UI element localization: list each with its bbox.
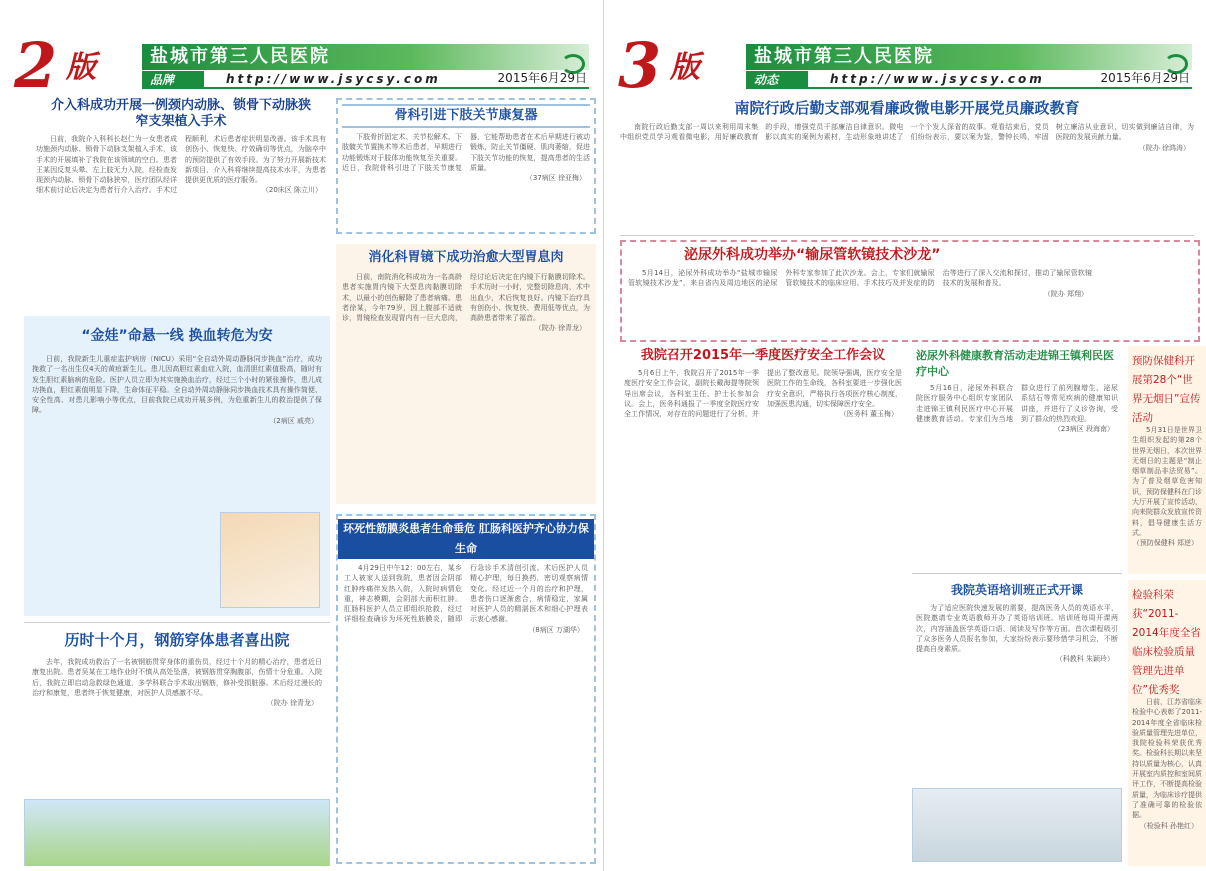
column-name: 品牌: [142, 71, 204, 89]
article-byline: （预防保健科 郑逆）: [1132, 539, 1198, 548]
article-anticorruption-film: [620, 96, 1194, 236]
article-body: 5月16日，泌尿外科联合院医疗服务中心组织专家团队走进锦王镇利民医疗中心开展健康教育活动。专家们为当地群众进行了前列腺增生、泌尿系结石等常见疾病的健康知识讲座，并进行了义诊咨询，受到了群众的热烈欢迎。: [916, 384, 1118, 423]
article-body: 日前，南院消化科成功为一名高龄患者实施胃内镜下大型息肉黏膜切除术，以最小的创伤解除了患者病痛。患者徐某，今年79岁，因上腹部不适就诊，胃镜检查发现胃内有一巨大息肉，经讨论后决定在内镜下行黏膜切除术。手术历时一小时，完整切除息肉，术中出血少，术后恢复良好。内镜下治疗具有创伤小、恢复快、费用低等优点，为高龄患者带来了福音。: [342, 273, 590, 323]
baby-photo: [220, 512, 320, 608]
landscape-illustration: [24, 799, 330, 866]
masthead-bar: [142, 44, 589, 70]
article-body: 日前，我院新生儿重症监护病房（NICU）采用“全自动外周动静脉同步换血”治疗，成功挽救了一名出生仅4天的黄疸新生儿。患儿因高胆红素血症入院，血清胆红素值极高，随时有发生胆红素脑病的危险。医护人员立即为其实施换血治疗，经过三个小时的紧张操作，患儿成功换血，胆红素值明显下降，生命体征平稳。全自动外周动静脉同步换血技术具有操作简便、安全性高、对患儿影响小等优点，目前我院已成功开展多例，为危重新生儿的救治提供了保障。: [32, 355, 322, 415]
hospital-name: 盐城市第三人民医院: [754, 46, 934, 67]
article-steel-bar-patient: [24, 622, 330, 866]
hospital-name: 盐城市第三人民医院: [150, 46, 330, 67]
version-label: 版: [66, 50, 96, 85]
article-body: 日前，我院介入科科长赵仁为一女患者成功施颈内动脉、锁骨下动脉支架植入手术，该手术的开展填补了我院在该领域的空白。患者王某因反复头晕、左上肢无力入院，经检查发现颈内动脉、锁骨下动脉狭窄，医疗团队经详细术前讨论后决定为患者行介入治疗。手术过程顺利，术后患者症状明显改善。该手术具有创伤小、恢复快、疗效确切等优点，为脑卒中的预防提供了有效手段。为了努力开展新技术新项目，介入科将继续提高技术水平，为患者提供更优质的医疗服务。: [36, 135, 326, 195]
page-3: [603, 0, 1206, 871]
website-url: http://www.jsycsy.com: [226, 72, 441, 86]
article-title: 我院召开2015年一季度医疗安全工作会议: [640, 348, 886, 363]
article-title: “金娃”命悬一线 换血转危为安: [81, 328, 273, 344]
article-title: 历时十个月，钢筋穿体患者喜出院: [64, 631, 290, 649]
article-body: 5月14日，泌尿外科成功举办“盐城市输尿管软镜技术沙龙”，来自省内及周边地区的泌尿外科专家参加了此次沙龙。会上，专家们就输尿管软镜技术的临床应用、手术技巧及并发症的防治等进行了深入交流和探讨，推动了输尿管软镜技术的发展和普及。: [628, 269, 1092, 288]
article-title: 南院行政后勤支部观看廉政微电影开展党员廉政教育: [734, 99, 1080, 117]
article-orthopedic-device: [336, 98, 596, 234]
article-safety-meeting: [620, 346, 906, 866]
website-url: http://www.jsycsy.com: [830, 72, 1045, 86]
article-body: 为了适应医院快速发展的需要，提高医务人员的英语水平，医院邀请专业英语教师开办了英语培训班。培训班每周开课两次，内容涵盖医学英语口语、阅读及写作等方面。首次课程吸引了众多医务人员报名参加，大家纷纷表示要珍惜学习机会，不断提高自身素质。: [916, 604, 1118, 654]
article-byline: （23病区 段海南）: [1053, 425, 1114, 434]
column-name: 动态: [746, 71, 808, 89]
article-byline: （2病区 戚亮）: [269, 416, 318, 425]
article-title: 泌尿外科成功举办“输尿管软镜技术沙龙”: [684, 247, 941, 263]
article-body: 南院行政后勤支部一周以来利用周末集中组织党员学习观看微电影，用好廉政教育的手段，增强党员干部廉洁自律意识。微电影以真实的案例为素材，生动形象地讲述了一个个发人深省的故事。观看结束后，党员们纷纷表示，要以案为鉴，警钟长鸣，牢固树立廉洁从业意识，切实做到廉洁自律，为医院的发展贡献力量。: [620, 123, 1194, 142]
article-byline: （院办 郑翔）: [1043, 289, 1088, 298]
masthead-bar: [746, 44, 1192, 70]
article-title: 环死性筋膜炎患者生命垂危 肛肠科医护齐心协力保生命: [338, 519, 594, 559]
article-title: 预防保健科开展第28个“世界无烟日”宣传活动: [1132, 355, 1201, 424]
article-body: 4月29日中午12：00左右，某乡工人被家人送到我院，患者因会阴部红肿疼痛伴发热入院，入院时病情危重，神志模糊，会阴部大面积红肿。肛肠科医护人员立即组织抢救，经过详细检查确诊为坏死性筋膜炎，随即行急诊手术清创引流。术后医护人员精心护理，每日换药，密切观察病情变化。经过近一个月的治疗和护理，患者伤口逐渐愈合，病情稳定，家属对医护人员的精湛医术和细心护理表示衷心感谢。: [344, 564, 588, 624]
issue-date: 2015年6月29日: [497, 71, 587, 85]
version-number: 3: [618, 29, 662, 102]
article-gastric-polyp: [336, 244, 596, 504]
article-title: 我院英语培训班正式开课: [950, 583, 1083, 597]
page-header: [618, 29, 1192, 102]
version-label: 版: [670, 50, 700, 85]
article-body: 5月6日上午，我院召开了2015年一季度医疗安全工作会议，副院长戴海提等院领导出席会议，各科室主任、护士长参加会议。会上，医务科通报了一季度全院医疗安全工作情况，对存在的问题进行了分析，并提出了整改意见。院领导强调，医疗安全是医院工作的生命线，各科室要进一步强化医疗安全意识，严格执行各项医疗核心制度，加强医患沟通，切实保障医疗安全。: [624, 369, 902, 419]
article-title: 泌尿外科健康教育活动走进锦王镇利民医疗中心: [916, 349, 1114, 378]
article-body: 日前，江苏省临床检验中心表彰了2011-2014年度全省临床检验质量管理先进单位，我院检验科荣获优秀奖。检验科长期以来坚持以质量为核心，认真开展室内质控和室间质评工作，不断提高检验质量，为临床诊疗提供了准确可靠的检验依据。: [1132, 698, 1202, 820]
article-title: 检验科荣获“2011-2014年度全省临床检验质量管理先进单位”优秀奖: [1132, 589, 1201, 696]
article-title: 介入科成功开展一例颈内动脉、锁骨下动脉狭窄支架植入手术: [50, 98, 311, 129]
article-byline: （检验科 孙艳红）: [1139, 821, 1198, 830]
article-fasciitis-rescue: [336, 514, 596, 864]
article-body: 5月31日是世界卫生组织发起的第28个世界无烟日，本次世界无烟日的主题是“制止烟草制品非法贸易”。为了普及烟草危害知识，预防保健科在门诊大厅开展了宣传活动，向来院群众发放宣传资料，倡导健康生活方式。: [1132, 426, 1202, 537]
article-english-class: [912, 578, 1122, 866]
article-ureteroscope-salon: [620, 240, 1200, 342]
article-title: 骨科引进下肢关节康复器: [342, 104, 590, 128]
issue-date: 2015年6月29日: [1100, 71, 1190, 85]
page-header: [14, 29, 589, 102]
article-body: 去年，我院成功救治了一名被钢筋贯穿身体的重伤员，经过十个月的精心治疗，患者近日康复出院。患者吴某在工地作业时不慎从高处坠落，被钢筋贯穿胸腹部，伤情十分危重。入院后，我院立即启动急救绿色通道，多学科联合手术取出钢筋，修补受损脏器。术后经过漫长的治疗和康复，患者终于恢复健康，对医护人员感激不尽。: [32, 658, 322, 697]
article-byline: （20床区 陈立川）: [261, 186, 322, 195]
header-subbar: [142, 71, 589, 89]
article-lab-award: [1128, 580, 1206, 866]
article-byline: （院办 徐青龙）: [534, 324, 586, 333]
version-number: 2: [14, 29, 58, 102]
article-title: 消化科胃镜下成功治愈大型胃息肉: [368, 250, 564, 265]
header-subbar: [746, 71, 1192, 89]
city-skyline-illustration: [912, 788, 1122, 862]
article-no-tobacco-day: [1128, 346, 1206, 574]
article-byline: （院办 徐青龙）: [266, 699, 318, 708]
article-urology-outreach: [912, 346, 1122, 574]
article-byline: （医务科 董玉梅）: [839, 410, 898, 419]
article-interventional-stent: [36, 96, 326, 310]
article-byline: （8病区 万湖华）: [528, 625, 584, 634]
article-body: 下肢骨折固定术、关节松解术、下肢髋关节置换术等术后患者，早期进行功能锻炼对于肢体功能恢复至关重要。近日，我院骨科引进了下肢关节康复器，它能帮助患者在术后早期进行被动锻炼，防止关节僵硬、肌肉萎缩，促进下肢关节功能的恢复，提高患者的生活质量。: [342, 133, 590, 172]
article-byline: （科教科 朱颖玲）: [1055, 655, 1114, 664]
article-newborn-transfusion: [24, 316, 330, 616]
article-byline: （院办 徐鸿涛）: [1138, 143, 1190, 152]
article-byline: （37病区 徐亚梅）: [525, 174, 586, 183]
